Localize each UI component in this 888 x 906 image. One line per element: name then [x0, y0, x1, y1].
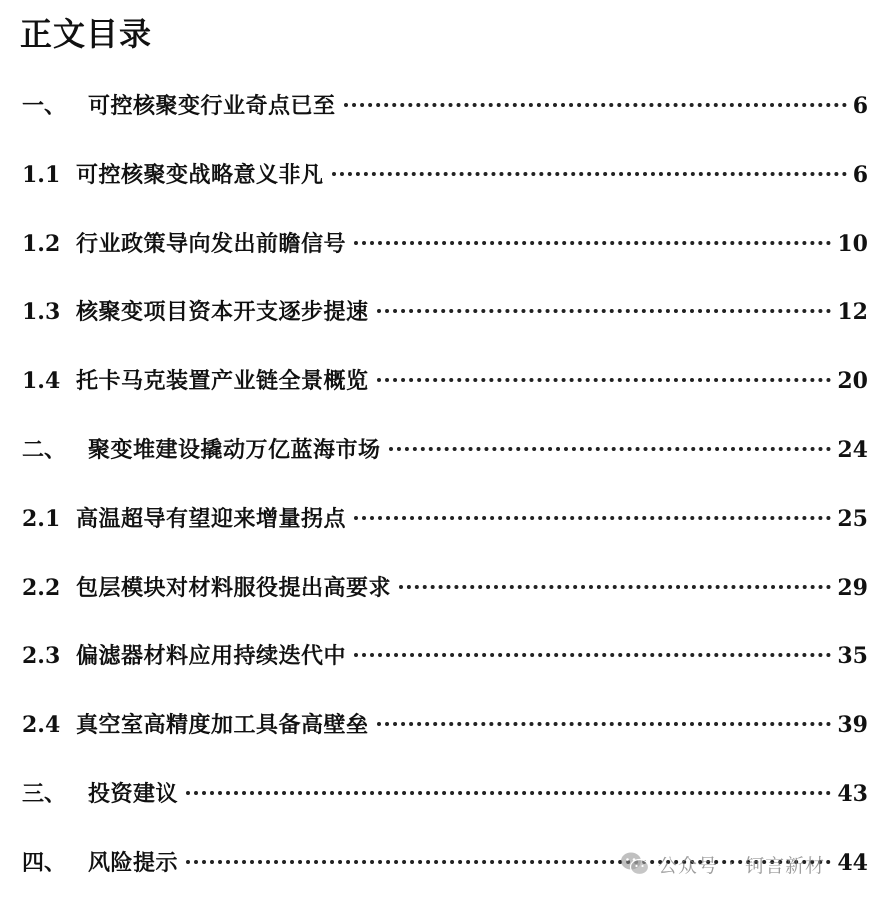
toc-dot-leader	[354, 241, 831, 245]
toc-entry-page: 39	[837, 712, 868, 739]
toc-dot-leader	[354, 516, 831, 520]
toc-entry-label: 真空室高精度加工具备高壁垒	[76, 712, 369, 739]
toc-entry-number: 三、	[22, 780, 67, 807]
toc-dot-leader	[377, 309, 832, 313]
toc-entry-number: 2.3	[22, 643, 61, 670]
toc-entry-page: 12	[837, 299, 868, 326]
toc-dot-leader	[377, 722, 832, 726]
toc-entry-number: 一、	[22, 93, 67, 119]
toc-entry[interactable]	[22, 699, 868, 768]
watermark-account: 钶言新材	[745, 854, 826, 877]
toc-entry-label: 高温超导有望迎来增量拐点	[76, 505, 347, 532]
watermark-source: 公众号	[658, 854, 719, 877]
toc-entry-page: 35	[837, 643, 868, 670]
toc-entry-number: 四、	[22, 849, 67, 876]
toc-list	[22, 80, 868, 906]
toc-dot-leader	[332, 172, 847, 176]
toc-entry-label: 风险提示	[88, 849, 179, 876]
toc-entry[interactable]	[22, 493, 868, 562]
toc-dot-leader	[377, 378, 832, 382]
toc-entry-number: 1.4	[22, 368, 61, 395]
toc-entry[interactable]	[22, 218, 868, 287]
toc-entry-label: 托卡马克装置产业链全景概览	[76, 368, 369, 395]
toc-entry-number: 2.1	[22, 505, 61, 532]
wechat-icon	[620, 851, 650, 877]
toc-entry-page: 25	[837, 505, 868, 532]
toc-entry-label: 核聚变项目资本开支逐步提速	[76, 299, 369, 326]
toc-dot-leader	[399, 585, 831, 589]
toc-entry[interactable]	[22, 630, 868, 699]
toc-entry-number: 二、	[22, 436, 67, 463]
toc-entry-label: 可控核聚变战略意义非凡	[76, 161, 324, 188]
toc-entry-number: 2.4	[22, 712, 61, 739]
toc-entry-page: 6	[852, 93, 868, 119]
toc-entry-label: 投资建议	[88, 780, 179, 807]
toc-entry[interactable]	[22, 768, 868, 837]
toc-entry[interactable]	[22, 562, 868, 631]
watermark	[620, 846, 825, 882]
toc-dot-leader	[186, 791, 831, 795]
toc-entry-page: 10	[837, 230, 868, 257]
toc-entry-page: 24	[837, 436, 868, 463]
toc-entry[interactable]	[22, 149, 868, 218]
toc-entry-page: 6	[852, 161, 868, 188]
toc-dot-leader	[354, 653, 831, 657]
toc-entry[interactable]	[22, 80, 868, 149]
toc-entry-label: 可控核聚变行业奇点已至	[88, 93, 336, 119]
toc-entry-number: 2.2	[22, 574, 61, 601]
toc-title: 正文目录	[20, 15, 153, 53]
toc-entry[interactable]	[22, 355, 868, 424]
toc-entry-number: 1.1	[22, 161, 61, 188]
toc-entry[interactable]	[22, 286, 868, 355]
toc-entry-label: 包层模块对材料服役提出高要求	[76, 574, 392, 601]
toc-entry-page: 43	[837, 780, 868, 807]
toc-dot-leader	[344, 103, 847, 107]
toc-entry[interactable]	[22, 424, 868, 493]
toc-entry-number: 1.3	[22, 299, 61, 326]
watermark-separator: ·	[728, 853, 736, 875]
toc-dot-leader	[389, 447, 832, 451]
toc-entry-number: 1.2	[22, 230, 61, 257]
toc-entry-page: 29	[837, 574, 868, 601]
toc-entry-page: 20	[837, 368, 868, 395]
toc-entry-page: 44	[837, 849, 868, 876]
toc-entry-label: 行业政策导向发出前瞻信号	[76, 230, 347, 257]
toc-entry-label: 偏滤器材料应用持续迭代中	[76, 643, 347, 670]
toc-entry-label: 聚变堆建设撬动万亿蓝海市场	[88, 436, 381, 463]
